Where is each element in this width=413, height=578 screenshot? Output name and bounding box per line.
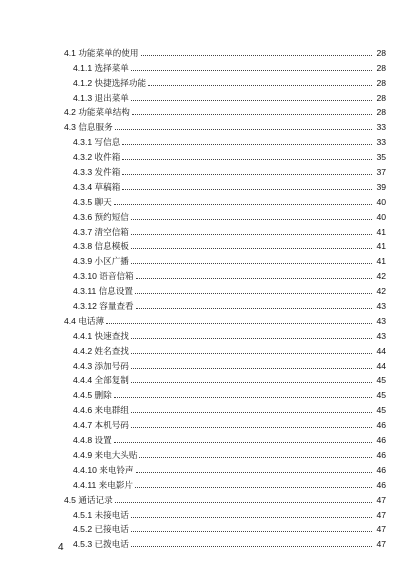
toc-entry[interactable]	[64, 385, 386, 400]
dot-leader	[131, 219, 372, 220]
toc-entry-title: 4.3.8 信息模板	[73, 241, 129, 252]
dot-leader	[131, 517, 372, 518]
toc-entry[interactable]	[64, 371, 386, 386]
toc-entry-title: 4.3 信息服务	[64, 122, 113, 133]
toc-entry[interactable]	[64, 222, 386, 237]
dot-leader	[131, 412, 372, 413]
toc-entry-title: 4.4.8 设置	[73, 435, 112, 446]
toc-entry[interactable]	[64, 162, 386, 177]
toc-entry-title: 4.3.6 预约短信	[73, 211, 129, 222]
toc-entry-page: 37	[376, 167, 386, 178]
toc-entry-title: 4.3.5 聊天	[73, 196, 112, 207]
toc-entry-page: 44	[376, 345, 386, 356]
toc-entry[interactable]	[64, 192, 386, 207]
toc-entry[interactable]	[64, 490, 386, 505]
toc-entry-page: 39	[376, 181, 386, 192]
toc-entry-title: 4.3.3 发件箱	[73, 167, 121, 178]
dot-leader	[148, 85, 372, 86]
toc-entry-title: 4.5.1 未接电话	[73, 509, 129, 520]
dot-leader	[106, 323, 372, 324]
dot-leader	[131, 248, 372, 249]
toc-entry[interactable]	[64, 251, 386, 266]
toc-entry-title: 4.4.11 来电影片	[73, 479, 134, 490]
toc-entry-title: 4.3.1 写信息	[73, 137, 121, 148]
toc-entry-page: 46	[376, 435, 386, 446]
dot-leader	[132, 114, 372, 115]
dot-leader	[136, 308, 372, 309]
toc-entry-page: 41	[376, 256, 386, 267]
toc-entry[interactable]	[64, 505, 386, 520]
toc-entry-title: 4.1.3 退出菜单	[73, 92, 129, 103]
toc-entry-page: 45	[376, 375, 386, 386]
dot-leader	[131, 234, 372, 235]
toc-entry-page: 41	[376, 226, 386, 237]
toc-entry[interactable]	[64, 356, 386, 371]
dot-leader	[131, 353, 372, 354]
toc-entry-page: 35	[376, 152, 386, 163]
toc-entry-page: 41	[376, 241, 386, 252]
dot-leader	[131, 531, 372, 532]
toc-entry-page: 42	[376, 286, 386, 297]
toc-entry-title: 4.4.7 本机号码	[73, 420, 129, 431]
toc-entry-title: 4.4.3 添加号码	[73, 360, 129, 371]
dot-leader	[136, 472, 372, 473]
dot-leader	[114, 397, 372, 398]
toc-entry[interactable]	[64, 281, 386, 296]
toc-entry-title: 4.4.4 全部复制	[73, 375, 129, 386]
toc-entry[interactable]	[64, 207, 386, 222]
toc-entry-title: 4.1.1 选择菜单	[73, 62, 129, 73]
toc-entry-page: 33	[376, 122, 386, 133]
toc-entry-title: 4.3.11 信息设置	[73, 286, 134, 297]
toc-entry-page: 47	[376, 524, 386, 535]
toc-entry-page: 45	[376, 405, 386, 416]
dot-leader	[141, 55, 373, 56]
toc-entry[interactable]	[64, 445, 386, 460]
toc-entry[interactable]	[64, 88, 386, 103]
toc-entry[interactable]	[64, 415, 386, 430]
toc-entry-page: 46	[376, 420, 386, 431]
toc-entry[interactable]	[64, 534, 386, 549]
toc-entry-page: 42	[376, 271, 386, 282]
toc-entry-title: 4.3.2 收件箱	[73, 152, 121, 163]
toc-entry[interactable]	[64, 475, 386, 490]
toc-entry[interactable]	[64, 326, 386, 341]
dot-leader	[139, 457, 372, 458]
toc-entry-title: 4.1 功能菜单的使用	[64, 47, 139, 58]
toc-entry-title: 4.5.2 已接电话	[73, 524, 129, 535]
toc-entry[interactable]	[64, 147, 386, 162]
dot-leader	[114, 204, 372, 205]
dot-leader	[122, 144, 372, 145]
toc-entry[interactable]	[64, 58, 386, 73]
dot-leader	[135, 487, 372, 488]
toc-entry-page: 44	[376, 360, 386, 371]
dot-leader	[136, 278, 372, 279]
toc-entry-page: 46	[376, 479, 386, 490]
toc-entry-title: 4.3.9 小区广播	[73, 256, 129, 267]
table-of-contents	[64, 43, 386, 549]
toc-entry-page: 33	[376, 137, 386, 148]
toc-entry-title: 4.4.6 来电群组	[73, 405, 129, 416]
toc-entry-title: 4.1.2 快捷选择功能	[73, 77, 147, 88]
toc-entry-page: 43	[376, 301, 386, 312]
dot-leader	[131, 338, 372, 339]
toc-entry-page: 47	[376, 509, 386, 520]
toc-entry-page: 28	[376, 47, 386, 58]
toc-entry-page: 43	[376, 330, 386, 341]
dot-leader	[115, 502, 372, 503]
toc-entry-title: 4.3.4 草稿箱	[73, 181, 121, 192]
toc-entry[interactable]	[64, 237, 386, 252]
toc-entry-title: 4.4.5 删除	[73, 390, 112, 401]
toc-entry[interactable]	[64, 103, 386, 118]
toc-entry-title: 4.3.12 容量查看	[73, 301, 134, 312]
toc-entry[interactable]	[64, 400, 386, 415]
dot-leader	[131, 100, 372, 101]
dot-leader	[122, 174, 372, 175]
dot-leader	[131, 427, 372, 428]
toc-entry-page: 43	[376, 315, 386, 326]
dot-leader	[131, 546, 372, 547]
toc-entry-page: 46	[376, 464, 386, 475]
toc-entry-title: 4.4.10 来电铃声	[73, 464, 134, 475]
toc-entry[interactable]	[64, 43, 386, 58]
toc-entry[interactable]	[64, 341, 386, 356]
toc-entry[interactable]	[64, 311, 386, 326]
toc-entry-title: 4.2 功能菜单结构	[64, 107, 130, 118]
toc-entry-page: 28	[376, 107, 386, 118]
dot-leader	[131, 263, 372, 264]
toc-entry-page: 28	[376, 62, 386, 73]
toc-entry[interactable]	[64, 73, 386, 88]
toc-entry[interactable]	[64, 430, 386, 445]
toc-entry-page: 40	[376, 211, 386, 222]
dot-leader	[114, 442, 372, 443]
dot-leader	[131, 368, 372, 369]
toc-entry-page: 47	[376, 494, 386, 505]
toc-entry[interactable]	[64, 117, 386, 132]
toc-entry-title: 4.3.10 语音信箱	[73, 271, 134, 282]
toc-entry[interactable]	[64, 520, 386, 535]
toc-entry-page: 40	[376, 196, 386, 207]
toc-entry-title: 4.4 电话薄	[64, 315, 105, 326]
toc-entry-page: 45	[376, 390, 386, 401]
dot-leader	[122, 159, 372, 160]
toc-entry-title: 4.5 通话记录	[64, 494, 113, 505]
toc-entry-page: 28	[376, 77, 386, 88]
dot-leader	[135, 293, 372, 294]
toc-entry[interactable]	[64, 266, 386, 281]
dot-leader	[131, 70, 372, 71]
toc-entry[interactable]	[64, 296, 386, 311]
toc-entry[interactable]	[64, 460, 386, 475]
page-number: 4	[58, 542, 64, 553]
toc-entry[interactable]	[64, 177, 386, 192]
dot-leader	[115, 129, 372, 130]
toc-entry-page: 28	[376, 92, 386, 103]
toc-entry-page: 46	[376, 449, 386, 460]
toc-entry-page: 47	[376, 539, 386, 550]
toc-entry-title: 4.5.3 已拨电话	[73, 539, 129, 550]
dot-leader	[122, 189, 372, 190]
toc-entry-title: 4.4.1 快速查找	[73, 330, 129, 341]
toc-entry-title: 4.4.9 来电大头贴	[73, 449, 138, 460]
toc-entry-title: 4.3.7 清空信箱	[73, 226, 129, 237]
dot-leader	[131, 382, 372, 383]
toc-entry-title: 4.4.2 姓名查找	[73, 345, 129, 356]
toc-entry[interactable]	[64, 132, 386, 147]
